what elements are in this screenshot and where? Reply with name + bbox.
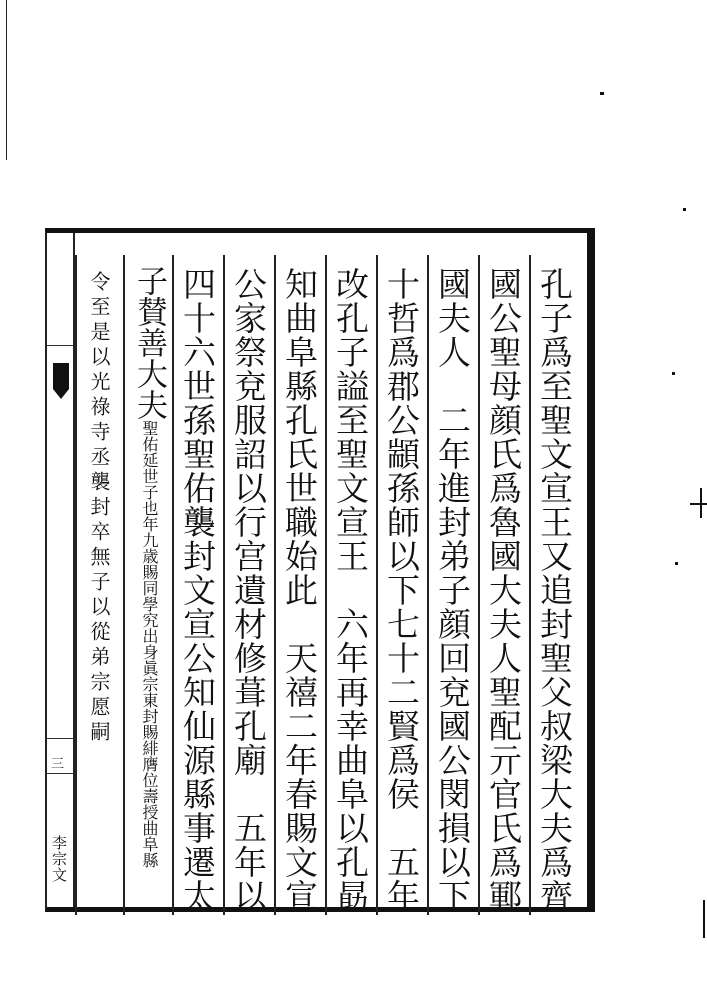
column-text: 十哲爲郡公顓孫師以下七十二賢爲侯 五年 [382,267,421,913]
text-column-8 [172,255,223,915]
text-column-5 [325,255,376,915]
ink-speck [675,562,678,565]
margin-rule [47,738,73,739]
column-text: 四十六世孫聖佑襲封文宣公知仙源縣事遷太 [178,267,217,913]
main-text: 子賛善大夫 [131,265,167,420]
ink-speck [600,92,604,95]
column-text: 國公聖母顔氏爲魯國大夫人聖配亓官氏爲鄆 [484,267,523,913]
ink-speck [700,488,702,518]
margin-rule [47,345,73,346]
column-text: 國夫人 二年進封弟子顔回兗國公閔損以下 [433,267,472,913]
text-column-7 [223,255,274,915]
margin-rule [47,773,73,774]
leaf-number: 三 [51,757,65,772]
annotated-column [125,255,172,915]
ink-speck [672,372,675,375]
text-column-9-annotated [123,255,172,915]
ink-speck [683,208,686,211]
column-text: 知曲阜縣孔氏世職始此 天禧二年春賜文宣 [280,267,319,913]
text-frame [45,228,595,912]
interlinear-note: 聖佑延世子也年九歳賜同學究出身眞宗東封賜緋膺位壽授曲阜縣 [140,420,159,868]
text-column-1 [529,255,587,915]
text-column-6 [274,255,325,915]
text-column-3 [427,255,478,915]
small-column-text: 令至是以光祿寺丞襲封卒無子以從弟宗愿嗣 [87,271,111,746]
text-column-2 [478,255,529,915]
text-column-4 [376,255,427,915]
column-text: 孔子爲至聖文宣王又追封聖父叔梁大夫爲齊 [535,267,574,913]
page-edge-line [6,0,7,160]
column-text: 公家祭兗服詔以行宫遺材修葺孔廟 五年以 [229,267,268,913]
ink-speck [690,503,707,505]
fish-tail-mark [53,363,69,389]
text-column-10-small [75,255,123,915]
ink-speck [703,900,705,938]
carver-note: 李宗文 [50,835,68,883]
fold-margin [47,233,75,907]
column-text: 改孔子謚至聖文宣王 六年再幸曲阜以孔勗 [331,267,370,913]
